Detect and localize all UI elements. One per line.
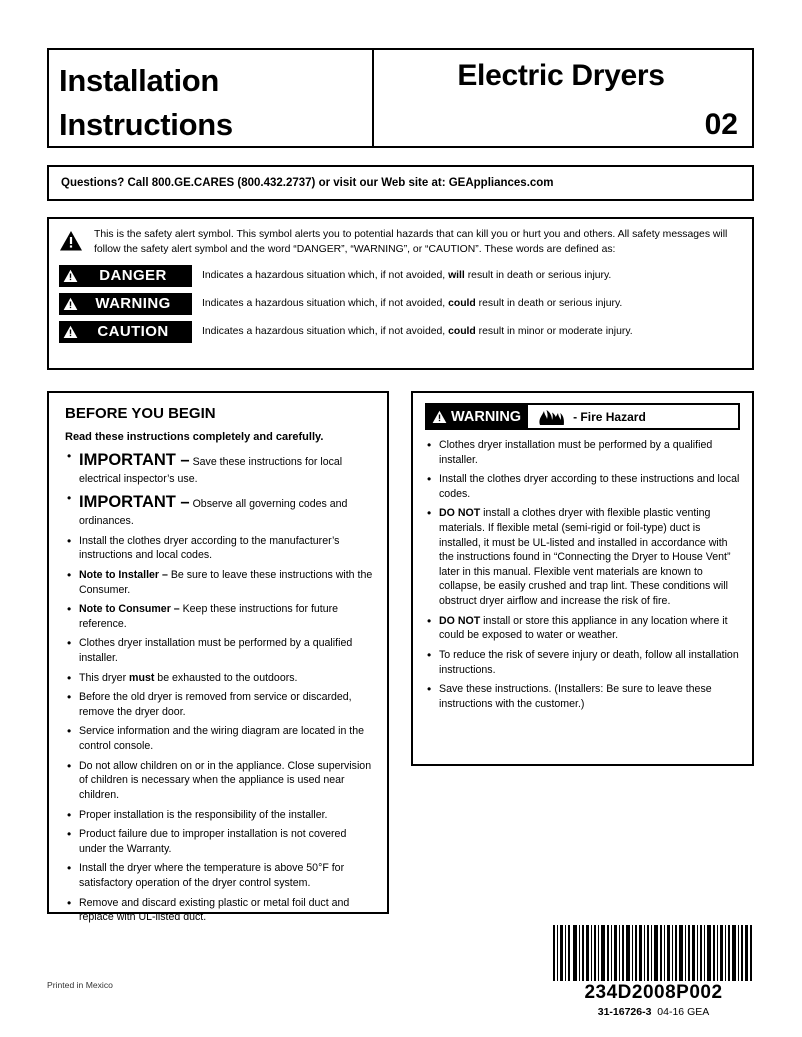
before-you-begin-panel [47, 391, 389, 924]
list-item [425, 506, 740, 608]
questions-text: Questions? Call 800.GE.CARES (800.432.2737) or visit our Web site at: GEAppliances.com [61, 177, 554, 189]
list-item [65, 491, 373, 528]
safety-row-warning [59, 293, 742, 315]
barcode-block [553, 925, 754, 1018]
questions-bar [47, 165, 754, 201]
list-item: • Remove and discard existing plastic or metal foil duct and replace with UL-listed duct. [65, 896, 373, 925]
list-item-text: Observe all governing codes and ordinances. [79, 498, 348, 528]
barcode-icon [553, 925, 754, 981]
danger-desc-bold: will [448, 270, 465, 282]
list-item [65, 449, 373, 486]
header-title-line-2: Instructions [59, 107, 233, 143]
list-item [65, 671, 373, 686]
warning-desc-pre: Indicates a hazardous situation which, if not avoided, [202, 298, 449, 310]
caution-description [202, 326, 633, 337]
list-item: • Save these instructions. (Installers: Be sure to leave these instructions with the customer.) [425, 682, 740, 711]
danger-badge-label: DANGER [99, 266, 167, 284]
list-item: • To reduce the risk of severe injury or death, follow all installation instructions. [425, 648, 740, 677]
list-item-text: Save these instructions for local electrical inspector’s use. [79, 456, 343, 485]
list-item-lead: Note to Consumer – [79, 603, 180, 616]
warning-description [202, 298, 622, 309]
product-title: Electric Dryers [457, 59, 665, 92]
before-you-begin-subtitle: Read these instructions completely and carefully. [65, 431, 324, 443]
safety-alert-block [47, 217, 754, 370]
list-item: • Service information and the wiring diagram are located in the control console. [65, 724, 373, 753]
flame-icon [537, 407, 567, 427]
list-item [65, 602, 373, 631]
alert-triangle-icon [59, 228, 85, 258]
danger-badge [59, 265, 192, 287]
list-item: • Product failure due to improper installation is not covered under the Warranty. [65, 827, 373, 856]
warning-badge-label: WARNING [95, 294, 171, 312]
before-you-begin-title: BEFORE YOU BEGIN [65, 405, 216, 422]
warning-badge [59, 293, 192, 315]
fire-warning-list [425, 438, 740, 711]
safety-intro-text: This is the safety alert symbol. This symbol alerts you to potential hazards that can kill you or hurt you and others. All safety messages will follow the safety alert symbol and the word “DANGER”, “WARNING”, or “CAUTION”. These words are defined as: [94, 229, 728, 255]
fire-warning-badge-label: WARNING [451, 408, 522, 425]
alert-triangle-icon [63, 269, 78, 283]
list-item: • Install the clothes dryer according to these instructions and local codes. [425, 472, 740, 501]
list-item-lead: DO NOT [439, 507, 481, 520]
list-item-text-tail: be exhausted to the outdoors. [154, 671, 298, 684]
alert-triangle-icon [63, 297, 78, 311]
alert-triangle-icon [432, 410, 447, 424]
list-item [425, 614, 740, 643]
important-label: IMPORTANT – [79, 493, 190, 512]
caution-badge-label: CAUTION [97, 322, 169, 340]
fire-warning-header [425, 403, 740, 430]
before-you-begin-list [65, 449, 373, 925]
list-item: • Clothes dryer installation must be performed by a qualified installer. [65, 636, 373, 665]
warning-badge [427, 405, 528, 428]
list-item-lead: DO NOT [439, 614, 481, 627]
list-item [65, 568, 373, 597]
list-item-text: This dryer [79, 671, 130, 684]
list-item: • Clothes dryer installation must be performed by a qualified installer. [425, 438, 740, 467]
fire-hazard-label: - Fire Hazard [573, 409, 646, 424]
header-right-title [374, 50, 752, 146]
doc-code-value: 31-16726-3 [597, 1006, 652, 1018]
list-item: • Do not allow children on or in the appliance. Close supervision of children is necessary when the appliance is used near children. [65, 759, 373, 803]
safety-row-danger [59, 265, 742, 287]
list-item: • Proper installation is the responsibility of the installer. [65, 808, 373, 823]
danger-description [202, 270, 611, 281]
list-item-lead: Note to Installer – [79, 568, 168, 581]
important-label: IMPORTANT – [79, 451, 190, 469]
safety-badge-rows [59, 265, 742, 343]
doc-date-value: 04-16 GEA [657, 1006, 710, 1018]
caution-desc-pre: Indicates a hazardous situation which, if not avoided, [202, 326, 449, 338]
danger-desc-post: result in death or serious injury. [464, 270, 612, 282]
header-left-title [49, 50, 374, 146]
page-number: 02 [704, 108, 738, 141]
document-header [47, 48, 754, 148]
list-item: • Before the old dryer is removed from service or discarded, remove the dryer door. [65, 690, 373, 719]
list-item-text: install a clothes dryer with flexible plastic venting materials. If flexible metal (semi-rigid or foil-type) duct is installed, it must be UL-listed and installed in accordance with the instructions found in “Connecting the Dryer to House Vent” later in this manual. Flexible vent materials are known to collapse, be easily crushed and trap lint. These conditions will obstruct dryer airflow and increase the risk of fire. [439, 507, 731, 608]
caution-desc-post: result in minor or moderate injury. [475, 326, 633, 338]
list-item: • Install the clothes dryer according to the manufacturer’s instructions and local codes. [65, 534, 373, 563]
alert-triangle-icon [63, 325, 78, 339]
warning-desc-bold: could [448, 298, 476, 310]
caution-badge [59, 321, 192, 343]
list-item-text: Keep these instructions for future reference. [79, 603, 339, 630]
safety-row-caution [59, 321, 742, 343]
warning-desc-post: result in death or serious injury. [475, 298, 623, 310]
list-item-text: install or store this appliance in any location where it could be exposed to water or weather. [439, 614, 728, 642]
fire-hazard-warning-panel [411, 391, 754, 766]
printed-in-label: Printed in Mexico [47, 980, 113, 990]
caution-desc-bold: could [448, 326, 476, 338]
danger-desc-pre: Indicates a hazardous situation which, if not avoided, [202, 270, 449, 282]
document-code [553, 1006, 754, 1018]
list-item-emphasis: must [129, 671, 155, 684]
header-title-line-1: Installation [59, 63, 220, 98]
list-item: • Install the dryer where the temperature is above 50°F for satisfactory operation of the dryer control system. [65, 861, 373, 890]
barcode-number: 234D2008P002 [584, 982, 723, 1003]
list-item-text: Be sure to leave these instructions with the Consumer. [79, 568, 373, 596]
